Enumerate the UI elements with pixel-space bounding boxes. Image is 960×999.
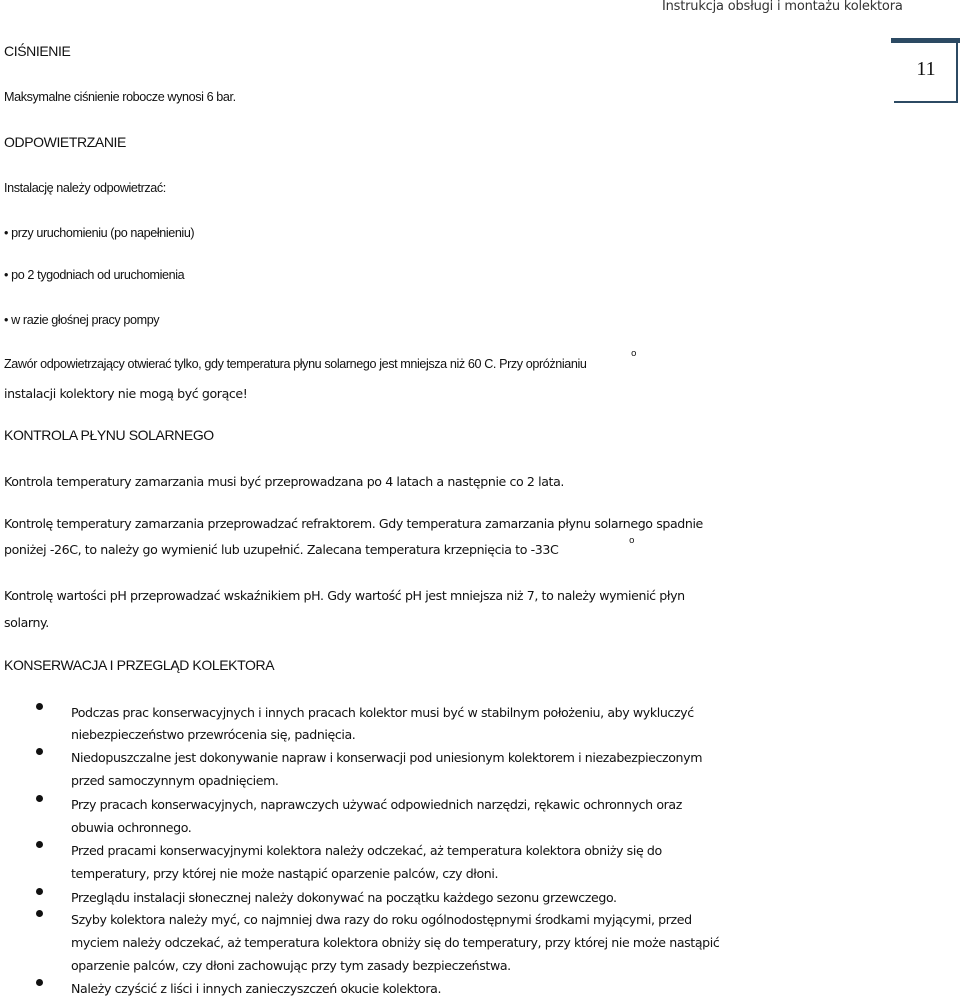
bullet-icon	[36, 841, 43, 848]
list-item-line: Podczas prac konserwacyjnych i innych pracach kolektor musi być w stabilnym położeniu, aby wykluczyć	[71, 705, 694, 720]
list-item-line: Niedopuszczalne jest dokonywanie napraw i konserwacji pod uniesionym kolektorem i niezabezpieczonym	[71, 750, 703, 765]
kontrola-paragraph: Kontrola temperatury zamarzania musi być przeprowadzana po 4 latach a następnie co 2 lata.	[4, 474, 565, 489]
document-header-title: Instrukcja obsługi i montażu kolektora	[662, 0, 903, 14]
section-heading-cisnienie: CIŚNIENIE	[4, 43, 71, 59]
odpowietrzanie-intro: Instalację należy odpowietrzać:	[4, 181, 166, 195]
bullet-icon	[36, 748, 43, 755]
odpowietrzanie-paragraph-line: Zawór odpowietrzający otwierać tylko, gdy temperatura płynu solarnego jest mniejsza niż 60 C. Przy opróżnianiu	[4, 357, 587, 371]
bullet-icon	[36, 910, 43, 917]
section-heading-konserwacja: KONSERWACJA I PRZEGLĄD KOLEKTORA	[4, 657, 275, 673]
list-item-line: Szyby kolektora należy myć, co najmniej dwa razy do roku ogólnodostępnymi środkami myjącymi, przed	[71, 912, 692, 927]
list-item-line: przed samoczynnym opadnięciem.	[71, 773, 279, 788]
list-item: • w razie głośnej pracy pompy	[4, 313, 160, 327]
list-item-line: niebezpieczeństwo przewrócenia się, padnięcia.	[71, 727, 356, 742]
kontrola-paragraph-line: Kontrolę wartości pH przeprowadzać wskaźnikiem pH. Gdy wartość pH jest mniejsza niż 7, to należy wymienić płyn	[4, 588, 685, 603]
list-item-line: Przeglądu instalacji słonecznej należy dokonywać na początku każdego sezonu grzewczego.	[71, 890, 617, 905]
list-item: • przy uruchomieniu (po napełnieniu)	[4, 226, 195, 240]
bullet-icon	[36, 795, 43, 802]
list-item-line: Przy pracach konserwacyjnych, naprawczych używać odpowiednich narzędzi, rękawic ochronnych oraz	[71, 797, 682, 812]
bullet-icon	[36, 979, 43, 986]
bullet-icon	[36, 888, 43, 895]
list-item-line: Należy czyścić z liści i innych zanieczyszczeń okucie kolektora.	[71, 981, 442, 996]
list-item-line: Przed pracami konserwacyjnymi kolektora należy odczekać, aż temperatura kolektora obniży się do	[71, 843, 662, 858]
kontrola-paragraph-line: Kontrolę temperatury zamarzania przeprowadzać refraktorem. Gdy temperatura zamarzania płynu solarnego spadnie	[4, 516, 703, 531]
degree-sign: o	[631, 349, 637, 359]
list-item-line: oparzenie palców, czy dłoni zachowując przy tym zasady bezpieczeństwa.	[71, 958, 511, 973]
list-item-line: temperatury, przy której nie może nastąpić oparzenie palców, czy dłoni.	[71, 866, 499, 881]
list-item-line: myciem należy odczekać, aż temperatura kolektora obniży się do temperatury, przy której nie może nastąpić	[71, 935, 720, 950]
cisnienie-text: Maksymalne ciśnienie robocze wynosi 6 bar.	[4, 90, 236, 104]
list-item: • po 2 tygodniach od uruchomienia	[4, 268, 185, 282]
section-heading-odpowietrzanie: ODPOWIETRZANIE	[4, 134, 126, 150]
kontrola-paragraph-line: solarny.	[4, 615, 49, 630]
bullet-icon	[36, 703, 43, 710]
section-heading-kontrola: KONTROLA PŁYNU SOLARNEGO	[4, 427, 214, 443]
odpowietrzanie-paragraph-line: instalacji kolektory nie mogą być gorące!	[4, 386, 248, 401]
kontrola-paragraph-line: poniżej -26C, to należy go wymienić lub uzupełnić. Zalecana temperatura krzepnięcia to -33C	[4, 542, 559, 557]
list-item-line: obuwia ochronnego.	[71, 820, 192, 835]
page-number: 11	[916, 58, 936, 80]
degree-sign: o	[629, 536, 635, 546]
